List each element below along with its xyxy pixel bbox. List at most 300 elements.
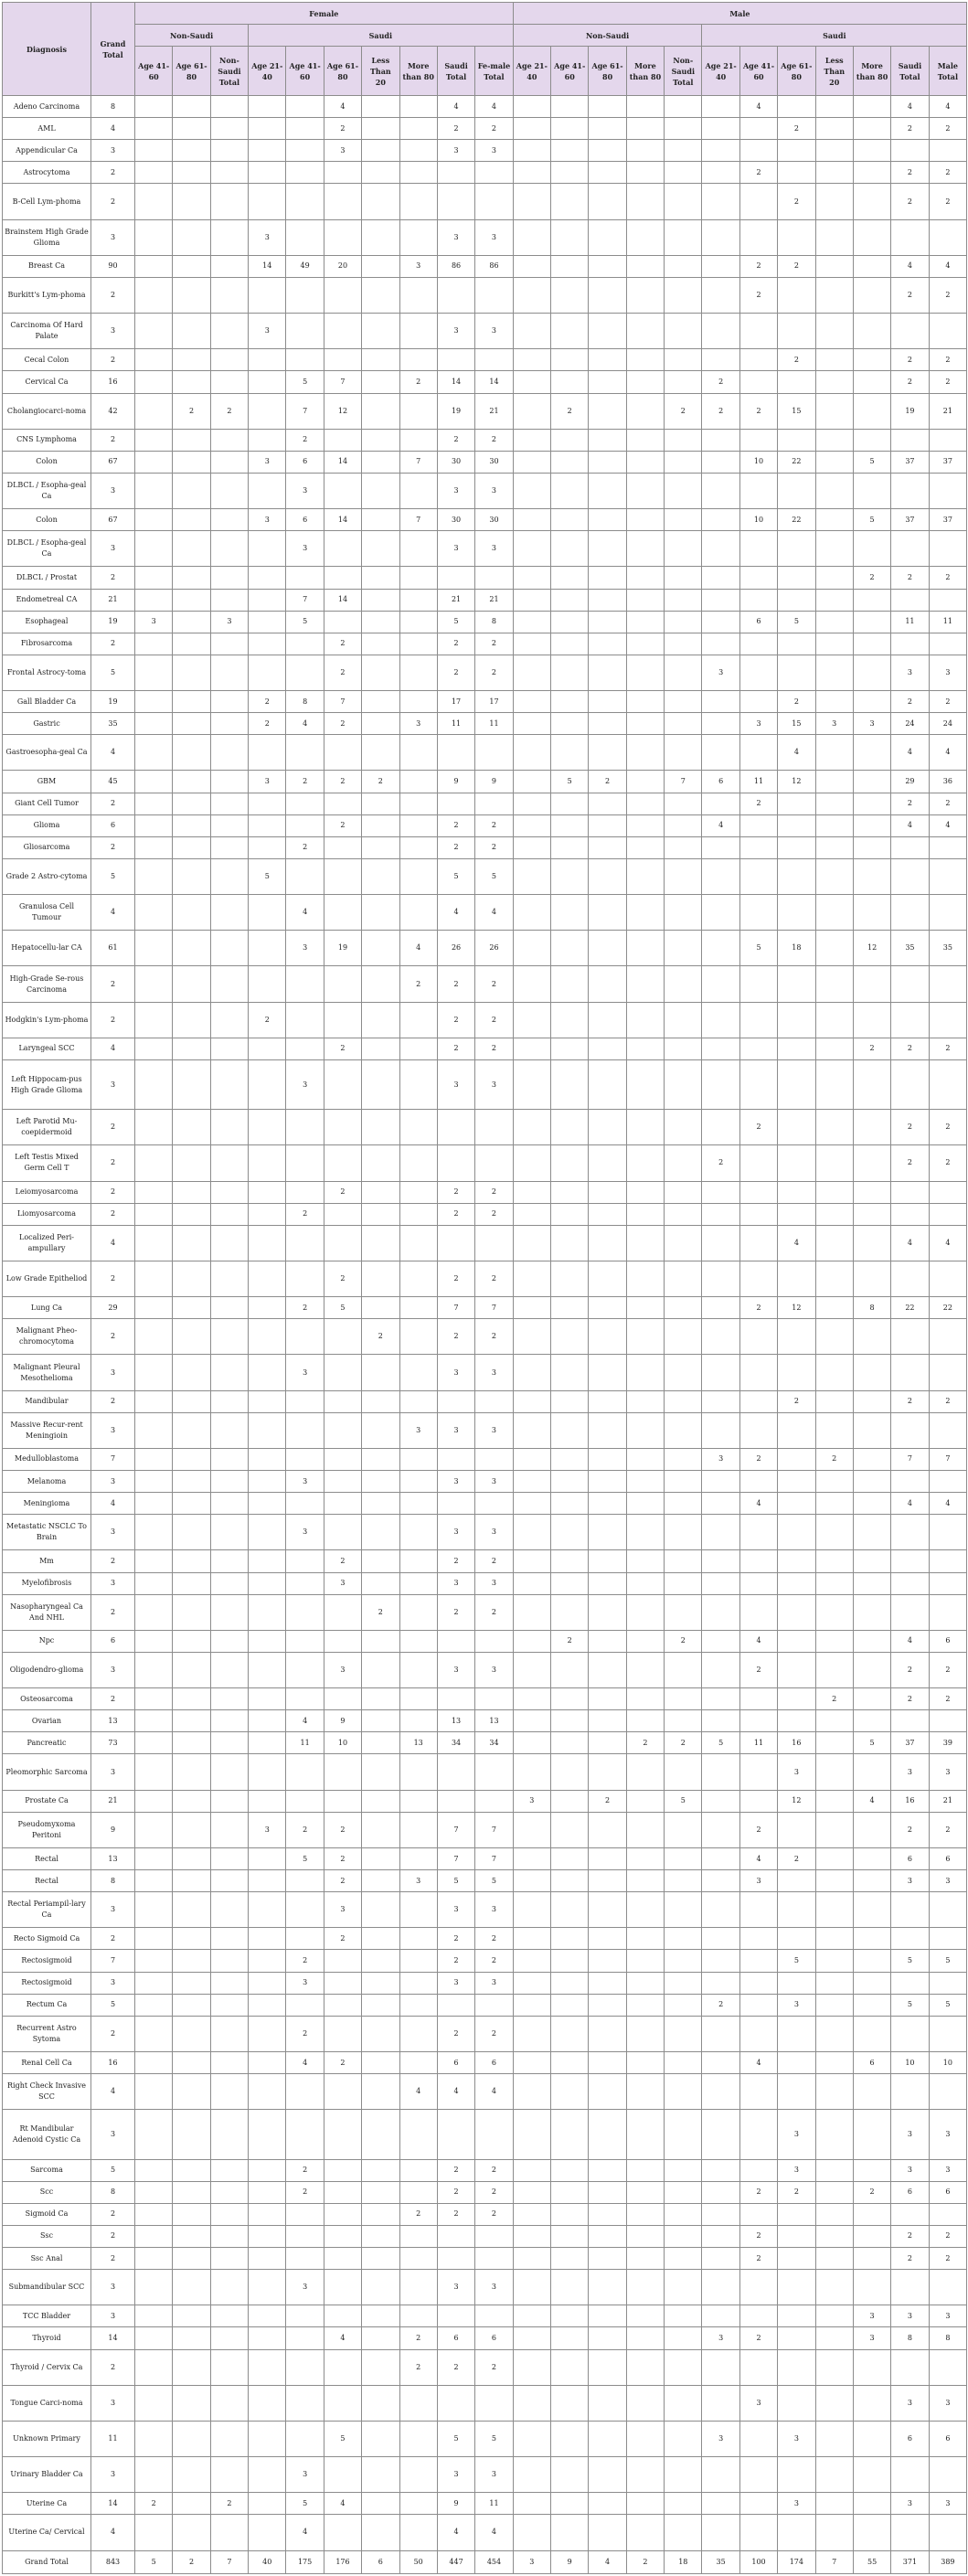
- count-cell: 3: [475, 2270, 513, 2305]
- count-cell: [210, 2052, 248, 2074]
- count-cell: 3: [249, 451, 286, 473]
- diagnosis-cell: Nasopharyngeal Ca And NHL: [3, 1594, 91, 1630]
- count-cell: 3: [210, 611, 248, 633]
- count-cell: [249, 2225, 286, 2247]
- count-cell: [929, 2074, 967, 2110]
- count-cell: [589, 140, 626, 162]
- count-cell: [173, 589, 210, 611]
- count-cell: 17: [475, 691, 513, 713]
- count-cell: 4: [891, 1225, 929, 1261]
- diagnosis-cell: Sigmoid Ca: [3, 2203, 91, 2225]
- table-row: [3, 1572, 967, 1594]
- count-cell: 14: [437, 371, 474, 393]
- diagnosis-cell: Astrocytoma: [3, 162, 91, 184]
- count-cell: 7: [399, 509, 437, 531]
- grand-total-cell: 3: [91, 473, 135, 508]
- count-cell: [210, 1110, 248, 1145]
- count-cell: 3: [475, 1471, 513, 1493]
- count-cell: [249, 2421, 286, 2456]
- count-cell: [589, 589, 626, 611]
- count-cell: [702, 1928, 739, 1950]
- count-cell: [324, 1448, 361, 1470]
- count-cell: [665, 655, 702, 690]
- table-row: [3, 1994, 967, 2016]
- count-cell: 2: [324, 713, 361, 735]
- diagnosis-cell: Ssc Anal: [3, 2248, 91, 2270]
- count-cell: 34: [437, 1732, 474, 1754]
- count-cell: [135, 567, 173, 589]
- count-cell: [853, 314, 890, 349]
- grand-total-cell: 2: [91, 277, 135, 313]
- count-cell: [551, 2225, 589, 2247]
- count-cell: [665, 531, 702, 567]
- count-cell: [399, 2110, 437, 2159]
- count-cell: [815, 655, 853, 690]
- count-cell: [362, 1710, 399, 1732]
- count-cell: [626, 184, 664, 219]
- count-cell: 2: [929, 1110, 967, 1145]
- count-cell: [513, 2515, 550, 2550]
- count-cell: [249, 2110, 286, 2159]
- count-cell: 2: [437, 1950, 474, 1972]
- count-cell: [626, 2385, 664, 2421]
- count-cell: 2: [475, 2203, 513, 2225]
- count-cell: [778, 1870, 815, 1892]
- count-cell: [551, 611, 589, 633]
- grand-total-cell: 4: [91, 895, 135, 931]
- count-cell: 2: [891, 349, 929, 371]
- grand-total-cell: 7: [91, 1448, 135, 1470]
- count-cell: [626, 1594, 664, 1630]
- count-cell: [702, 2203, 739, 2225]
- count-cell: 3: [286, 1355, 324, 1390]
- count-cell: [399, 1812, 437, 1847]
- count-cell: 2: [853, 2181, 890, 2203]
- count-cell: [135, 509, 173, 531]
- header-diagnosis: Diagnosis: [3, 3, 91, 96]
- diagnosis-cell: GBM: [3, 771, 91, 793]
- count-cell: 2: [475, 655, 513, 690]
- count-cell: 3: [929, 1870, 967, 1892]
- count-cell: 14: [324, 509, 361, 531]
- count-cell: [739, 2203, 777, 2225]
- count-cell: [665, 713, 702, 735]
- diagnosis-cell: CNS Lymphoma: [3, 429, 91, 451]
- count-cell: [286, 118, 324, 140]
- count-cell: [135, 713, 173, 735]
- count-cell: [702, 349, 739, 371]
- count-cell: [853, 691, 890, 713]
- count-cell: [589, 1972, 626, 1994]
- table-row: [3, 1812, 967, 1847]
- count-cell: [739, 814, 777, 836]
- count-cell: [702, 1203, 739, 1225]
- count-cell: [173, 1412, 210, 1448]
- count-cell: [739, 2305, 777, 2327]
- count-cell: 8: [286, 691, 324, 713]
- diagnosis-cell: Mm: [3, 1550, 91, 1572]
- diagnosis-cell: Left Testis Mixed Germ Cell T: [3, 1145, 91, 1181]
- table-row: [3, 1594, 967, 1630]
- count-cell: [815, 1732, 853, 1754]
- count-cell: [513, 473, 550, 508]
- count-cell: [173, 2385, 210, 2421]
- count-cell: [399, 814, 437, 836]
- count-cell: 3: [778, 1754, 815, 1790]
- diagnosis-cell: Rectal: [3, 1847, 91, 1869]
- count-cell: 2: [891, 184, 929, 219]
- count-cell: [778, 655, 815, 690]
- count-cell: [815, 1390, 853, 1412]
- count-cell: [702, 589, 739, 611]
- count-cell: [589, 1812, 626, 1847]
- diagnosis-cell: Cholangiocarci-noma: [3, 393, 91, 429]
- count-cell: [551, 2052, 589, 2074]
- count-cell: [249, 1297, 286, 1319]
- count-cell: [853, 2248, 890, 2270]
- count-cell: [135, 966, 173, 1002]
- grand-total-row: [3, 2550, 967, 2573]
- count-cell: [399, 1448, 437, 1470]
- count-cell: [173, 314, 210, 349]
- count-cell: 2: [437, 836, 474, 858]
- count-cell: 3: [286, 1471, 324, 1493]
- count-cell: 4: [739, 1630, 777, 1652]
- count-cell: 12: [778, 1297, 815, 1319]
- count-cell: [173, 2270, 210, 2305]
- count-cell: [551, 2385, 589, 2421]
- count-cell: [626, 2270, 664, 2305]
- count-cell: [665, 1754, 702, 1790]
- grand-total-cell: 67: [91, 509, 135, 531]
- table-row: [3, 1710, 967, 1732]
- count-cell: [210, 1319, 248, 1355]
- count-cell: [739, 140, 777, 162]
- count-cell: [778, 589, 815, 611]
- count-cell: 30: [475, 451, 513, 473]
- count-cell: [929, 1002, 967, 1038]
- count-cell: [362, 567, 399, 589]
- diagnosis-cell: B-Cell Lym-phoma: [3, 184, 91, 219]
- count-cell: [778, 814, 815, 836]
- count-cell: 10: [324, 1732, 361, 1754]
- count-cell: [589, 2493, 626, 2515]
- diagnosis-cell: Leiomyosarcoma: [3, 1181, 91, 1203]
- count-cell: [324, 1972, 361, 1994]
- count-cell: [626, 1972, 664, 1994]
- count-cell: [324, 2159, 361, 2181]
- header-male-saudi-3: Less Than 20: [815, 47, 853, 96]
- count-cell: [815, 1225, 853, 1261]
- count-cell: 7: [891, 1448, 929, 1470]
- count-cell: 3: [437, 1515, 474, 1550]
- count-cell: [210, 655, 248, 690]
- table-row: [3, 1630, 967, 1652]
- count-cell: [929, 531, 967, 567]
- count-cell: [210, 2225, 248, 2247]
- count-cell: 3: [437, 140, 474, 162]
- count-cell: [173, 349, 210, 371]
- count-cell: [362, 1261, 399, 1296]
- count-cell: [399, 184, 437, 219]
- count-cell: 2: [626, 1732, 664, 1754]
- count-cell: 4: [778, 1225, 815, 1261]
- count-cell: [626, 735, 664, 771]
- count-cell: 5: [778, 611, 815, 633]
- count-cell: [815, 1110, 853, 1145]
- count-cell: [399, 349, 437, 371]
- count-cell: 6: [929, 2421, 967, 2456]
- count-cell: [173, 1448, 210, 1470]
- count-cell: [665, 1688, 702, 1710]
- count-cell: [891, 1515, 929, 1550]
- count-cell: [173, 2515, 210, 2550]
- count-cell: 7: [815, 2550, 853, 2573]
- grand-total-cell: 5: [91, 2159, 135, 2181]
- count-cell: 100: [739, 2550, 777, 2573]
- count-cell: 2: [286, 2016, 324, 2051]
- count-cell: [135, 655, 173, 690]
- count-cell: [778, 2457, 815, 2493]
- count-cell: 2: [929, 1390, 967, 1412]
- count-cell: 2: [929, 1812, 967, 1847]
- count-cell: [399, 1297, 437, 1319]
- count-cell: [210, 1038, 248, 1059]
- count-cell: [665, 858, 702, 894]
- count-cell: [589, 1181, 626, 1203]
- table-row: [3, 1412, 967, 1448]
- count-cell: [589, 509, 626, 531]
- count-cell: [249, 1493, 286, 1515]
- count-cell: 3: [286, 1515, 324, 1550]
- count-cell: [210, 793, 248, 814]
- count-cell: [891, 1002, 929, 1038]
- count-cell: [853, 1002, 890, 1038]
- count-cell: 7: [437, 1297, 474, 1319]
- count-cell: [173, 1812, 210, 1847]
- count-cell: [362, 1847, 399, 1869]
- count-cell: [702, 2110, 739, 2159]
- count-cell: [513, 2016, 550, 2051]
- count-cell: [210, 2515, 248, 2550]
- count-cell: [399, 1515, 437, 1550]
- count-cell: [513, 1261, 550, 1296]
- count-cell: [362, 1059, 399, 1109]
- grand-total-cell: 843: [91, 2550, 135, 2573]
- count-cell: [513, 858, 550, 894]
- count-cell: 35: [929, 931, 967, 966]
- count-cell: [891, 2270, 929, 2305]
- count-cell: [513, 1710, 550, 1732]
- grand-total-cell: 4: [91, 735, 135, 771]
- count-cell: [778, 858, 815, 894]
- count-cell: [513, 451, 550, 473]
- count-cell: [778, 633, 815, 655]
- count-cell: [702, 1594, 739, 1630]
- count-cell: [815, 2074, 853, 2110]
- count-cell: [286, 2248, 324, 2270]
- table-row: [3, 1515, 967, 1550]
- count-cell: [929, 966, 967, 1002]
- count-cell: [249, 1059, 286, 1109]
- count-cell: [324, 2248, 361, 2270]
- diagnosis-cell: Carcinoma Of Hard Palate: [3, 314, 91, 349]
- count-cell: 4: [778, 735, 815, 771]
- count-cell: 3: [475, 473, 513, 508]
- count-cell: [891, 2203, 929, 2225]
- count-cell: [513, 1002, 550, 1038]
- count-cell: 3: [891, 655, 929, 690]
- diagnosis-cell: Low Grade Epitheliod: [3, 1261, 91, 1296]
- count-cell: [665, 1892, 702, 1928]
- count-cell: [551, 1572, 589, 1594]
- count-cell: [324, 1950, 361, 1972]
- count-cell: 4: [891, 735, 929, 771]
- count-cell: [286, 2203, 324, 2225]
- count-cell: 19: [891, 393, 929, 429]
- count-cell: [286, 1390, 324, 1412]
- count-cell: 2: [437, 1928, 474, 1950]
- count-cell: [778, 2515, 815, 2550]
- count-cell: [210, 858, 248, 894]
- count-cell: [815, 349, 853, 371]
- table-row: [3, 184, 967, 219]
- count-cell: [702, 2181, 739, 2203]
- count-cell: [702, 691, 739, 713]
- count-cell: [286, 1319, 324, 1355]
- table-row: [3, 858, 967, 894]
- count-cell: [853, 255, 890, 277]
- count-cell: 11: [929, 611, 967, 633]
- count-cell: [362, 713, 399, 735]
- count-cell: [891, 140, 929, 162]
- count-cell: [437, 2385, 474, 2421]
- count-cell: [891, 314, 929, 349]
- count-cell: [286, 277, 324, 313]
- count-cell: [399, 895, 437, 931]
- count-cell: 2: [286, 1297, 324, 1319]
- count-cell: [210, 1630, 248, 1652]
- grand-total-cell: 13: [91, 1847, 135, 1869]
- count-cell: 39: [929, 1732, 967, 1754]
- count-cell: [135, 1110, 173, 1145]
- count-cell: [249, 2248, 286, 2270]
- count-cell: [135, 2305, 173, 2327]
- count-cell: [551, 140, 589, 162]
- header-male-saudi: Saudi: [702, 25, 967, 47]
- count-cell: 2: [891, 1145, 929, 1181]
- count-cell: 2: [437, 2203, 474, 2225]
- count-cell: [286, 1870, 324, 1892]
- count-cell: 6: [929, 2181, 967, 2203]
- count-cell: [399, 1355, 437, 1390]
- count-cell: [702, 1110, 739, 1145]
- count-cell: [210, 2159, 248, 2181]
- count-cell: [399, 1652, 437, 1687]
- count-cell: [626, 371, 664, 393]
- count-cell: [589, 931, 626, 966]
- count-cell: [513, 429, 550, 451]
- count-cell: [210, 509, 248, 531]
- count-cell: [589, 2305, 626, 2327]
- count-cell: [135, 1448, 173, 1470]
- count-cell: [135, 793, 173, 814]
- table-row: [3, 655, 967, 690]
- count-cell: [665, 2248, 702, 2270]
- count-cell: 6: [891, 2421, 929, 2456]
- count-cell: 2: [778, 255, 815, 277]
- count-cell: [135, 371, 173, 393]
- count-cell: [626, 2181, 664, 2203]
- count-cell: [702, 1181, 739, 1203]
- table-row: [3, 1870, 967, 1892]
- table-row: [3, 509, 967, 531]
- count-cell: [665, 96, 702, 118]
- count-cell: [362, 633, 399, 655]
- count-cell: 3: [475, 1412, 513, 1448]
- count-cell: [815, 2248, 853, 2270]
- table-row: [3, 219, 967, 255]
- count-cell: [286, 314, 324, 349]
- count-cell: [135, 1870, 173, 1892]
- count-cell: [815, 162, 853, 184]
- count-cell: [173, 2327, 210, 2349]
- grand-total-cell: 2: [91, 1203, 135, 1225]
- count-cell: [778, 1972, 815, 1994]
- count-cell: [399, 2159, 437, 2181]
- count-cell: 2: [853, 567, 890, 589]
- grand-total-cell: 2: [91, 2203, 135, 2225]
- count-cell: [399, 771, 437, 793]
- count-cell: 3: [702, 655, 739, 690]
- count-cell: [551, 509, 589, 531]
- count-cell: 2: [437, 814, 474, 836]
- count-cell: [891, 836, 929, 858]
- count-cell: [778, 473, 815, 508]
- count-cell: [665, 895, 702, 931]
- count-cell: [437, 2225, 474, 2247]
- count-cell: [249, 1319, 286, 1355]
- count-cell: [739, 1994, 777, 2016]
- count-cell: [626, 118, 664, 140]
- table-row: [3, 691, 967, 713]
- count-cell: [210, 314, 248, 349]
- count-cell: 3: [286, 931, 324, 966]
- count-cell: [626, 393, 664, 429]
- diagnosis-cell: Unknown Primary: [3, 2421, 91, 2456]
- table-row: [3, 255, 967, 277]
- count-cell: 3: [324, 1892, 361, 1928]
- count-cell: [135, 1261, 173, 1296]
- count-cell: [210, 1550, 248, 1572]
- count-cell: [362, 451, 399, 473]
- count-cell: [286, 2385, 324, 2421]
- count-cell: 4: [324, 2493, 361, 2515]
- count-cell: 6: [475, 2327, 513, 2349]
- count-cell: [853, 2493, 890, 2515]
- count-cell: [702, 2349, 739, 2385]
- count-cell: [437, 2248, 474, 2270]
- count-cell: [589, 1847, 626, 1869]
- count-cell: [513, 1471, 550, 1493]
- header-male-saudi-5: Saudi Total: [891, 47, 929, 96]
- count-cell: [513, 2421, 550, 2456]
- count-cell: [475, 2225, 513, 2247]
- count-cell: [626, 1928, 664, 1950]
- count-cell: 37: [929, 451, 967, 473]
- count-cell: 2: [891, 371, 929, 393]
- count-cell: [135, 1972, 173, 1994]
